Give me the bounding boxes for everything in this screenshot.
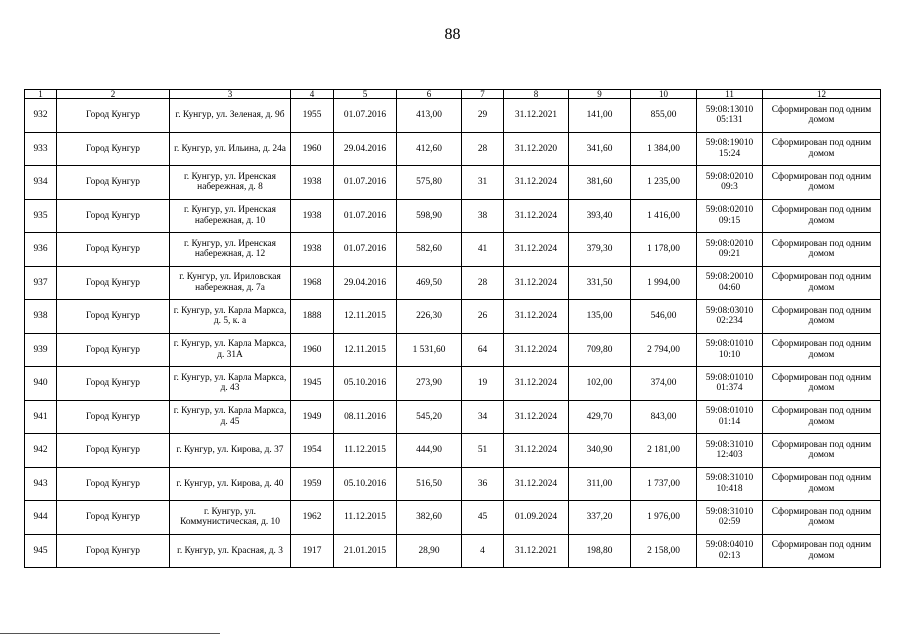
cell-row-number: 935 — [25, 199, 57, 233]
cell-area: 28,90 — [397, 534, 462, 568]
cell-year: 1917 — [291, 534, 334, 568]
table-row — [25, 400, 881, 434]
table-row — [25, 467, 881, 501]
cell-value: 393,40 — [569, 199, 631, 233]
cell-residents: 51 — [462, 434, 504, 468]
column-header: 10 — [631, 90, 697, 99]
cell-row-number: 934 — [25, 166, 57, 200]
column-header: 2 — [57, 90, 170, 99]
cell-value: 135,00 — [569, 300, 631, 334]
cell-row-number: 945 — [25, 534, 57, 568]
cell-value: 340,90 — [569, 434, 631, 468]
cell-residents: 45 — [462, 501, 504, 535]
cell-area: 226,30 — [397, 300, 462, 334]
cell-cadastral-number: 59:08:01010 01:14 — [697, 400, 763, 434]
cell-cadastral-number: 59:08:13010 05:131 — [697, 99, 763, 133]
cell-municipality: Город Кунгур — [57, 367, 170, 401]
cell-status: Сформирован под одним домом — [763, 99, 881, 133]
cell-status: Сформирован под одним домом — [763, 166, 881, 200]
cell-address: г. Кунгур, ул. Карла Маркса, д. 5, к. а — [170, 300, 291, 334]
cell-cadastral-number: 59:08:20010 04:60 — [697, 266, 763, 300]
cell-municipality: Город Кунгур — [57, 99, 170, 133]
column-header: 4 — [291, 90, 334, 99]
cell-area: 273,90 — [397, 367, 462, 401]
cell-status: Сформирован под одним домом — [763, 300, 881, 334]
cell-land-area: 1 994,00 — [631, 266, 697, 300]
cell-year: 1938 — [291, 233, 334, 267]
column-header: 9 — [569, 90, 631, 99]
column-header: 1 — [25, 90, 57, 99]
cell-residents: 31 — [462, 166, 504, 200]
column-header: 7 — [462, 90, 504, 99]
table-row — [25, 333, 881, 367]
cell-deadline: 31.12.2024 — [504, 333, 569, 367]
cell-status: Сформирован под одним домом — [763, 467, 881, 501]
cell-status: Сформирован под одним домом — [763, 367, 881, 401]
cell-residents: 26 — [462, 300, 504, 334]
cell-municipality: Город Кунгур — [57, 501, 170, 535]
cell-area: 582,60 — [397, 233, 462, 267]
cell-cadastral-number: 59:08:31010 12:403 — [697, 434, 763, 468]
cell-cadastral-number: 59:08:31010 02:59 — [697, 501, 763, 535]
cell-year: 1888 — [291, 300, 334, 334]
cell-row-number: 943 — [25, 467, 57, 501]
cell-residents: 64 — [462, 333, 504, 367]
cell-deadline: 31.12.2024 — [504, 300, 569, 334]
housing-registry-table — [24, 89, 881, 568]
cell-municipality: Город Кунгур — [57, 400, 170, 434]
cell-residents: 29 — [462, 99, 504, 133]
cell-area: 516,50 — [397, 467, 462, 501]
table-row — [25, 99, 881, 133]
cell-cadastral-number: 59:08:02010 09:15 — [697, 199, 763, 233]
table-body — [25, 99, 881, 568]
cell-area: 444,90 — [397, 434, 462, 468]
cell-address: г. Кунгур, ул. Кирова, д. 37 — [170, 434, 291, 468]
table-row — [25, 534, 881, 568]
cell-residents: 19 — [462, 367, 504, 401]
cell-area: 1 531,60 — [397, 333, 462, 367]
cell-municipality: Город Кунгур — [57, 333, 170, 367]
cell-area: 575,80 — [397, 166, 462, 200]
cell-date: 05.10.2016 — [334, 467, 397, 501]
cell-value: 141,00 — [569, 99, 631, 133]
cell-area: 598,90 — [397, 199, 462, 233]
cell-address: г. Кунгур, ул. Кирова, д. 40 — [170, 467, 291, 501]
cell-residents: 41 — [462, 233, 504, 267]
cell-municipality: Город Кунгур — [57, 300, 170, 334]
cell-land-area: 855,00 — [631, 99, 697, 133]
column-header: 6 — [397, 90, 462, 99]
cell-date: 11.12.2015 — [334, 434, 397, 468]
cell-deadline: 31.12.2024 — [504, 367, 569, 401]
column-number-row — [25, 90, 881, 99]
cell-year: 1968 — [291, 266, 334, 300]
cell-row-number: 937 — [25, 266, 57, 300]
cell-value: 102,00 — [569, 367, 631, 401]
column-header: 3 — [170, 90, 291, 99]
cell-address: г. Кунгур, ул. Карла Маркса, д. 45 — [170, 400, 291, 434]
cell-residents: 28 — [462, 266, 504, 300]
cell-value: 429,70 — [569, 400, 631, 434]
cell-year: 1960 — [291, 333, 334, 367]
table-row — [25, 501, 881, 535]
table-row — [25, 199, 881, 233]
cell-cadastral-number: 59:08:02010 09:21 — [697, 233, 763, 267]
cell-value: 198,80 — [569, 534, 631, 568]
cell-date: 05.10.2016 — [334, 367, 397, 401]
cell-deadline: 31.12.2024 — [504, 400, 569, 434]
cell-year: 1945 — [291, 367, 334, 401]
cell-municipality: Город Кунгур — [57, 434, 170, 468]
cell-land-area: 2 158,00 — [631, 534, 697, 568]
cell-address: г. Кунгур, ул. Карла Маркса, д. 43 — [170, 367, 291, 401]
cell-area: 413,00 — [397, 99, 462, 133]
cell-year: 1960 — [291, 132, 334, 166]
cell-row-number: 938 — [25, 300, 57, 334]
cell-address: г. Кунгур, ул. Красная, д. 3 — [170, 534, 291, 568]
cell-land-area: 843,00 — [631, 400, 697, 434]
table-row — [25, 266, 881, 300]
cell-cadastral-number: 59:08:02010 09:3 — [697, 166, 763, 200]
cell-row-number: 944 — [25, 501, 57, 535]
cell-deadline: 31.12.2024 — [504, 199, 569, 233]
cell-deadline: 31.12.2021 — [504, 99, 569, 133]
cell-row-number: 942 — [25, 434, 57, 468]
cell-land-area: 546,00 — [631, 300, 697, 334]
cell-area: 469,50 — [397, 266, 462, 300]
cell-status: Сформирован под одним домом — [763, 233, 881, 267]
cell-municipality: Город Кунгур — [57, 233, 170, 267]
cell-address: г. Кунгур, ул. Иренская набережная, д. 12 — [170, 233, 291, 267]
cell-status: Сформирован под одним домом — [763, 132, 881, 166]
cell-municipality: Город Кунгур — [57, 266, 170, 300]
cell-status: Сформирован под одним домом — [763, 266, 881, 300]
cell-value: 337,20 — [569, 501, 631, 535]
cell-address: г. Кунгур, ул. Коммунистическая, д. 10 — [170, 501, 291, 535]
cell-date: 08.11.2016 — [334, 400, 397, 434]
cell-residents: 34 — [462, 400, 504, 434]
cell-date: 29.04.2016 — [334, 132, 397, 166]
cell-deadline: 31.12.2024 — [504, 434, 569, 468]
cell-municipality: Город Кунгур — [57, 467, 170, 501]
table-row — [25, 367, 881, 401]
table-row — [25, 300, 881, 334]
column-header: 12 — [763, 90, 881, 99]
cell-date: 29.04.2016 — [334, 266, 397, 300]
cell-deadline: 31.12.2024 — [504, 266, 569, 300]
cell-value: 311,00 — [569, 467, 631, 501]
cell-land-area: 1 235,00 — [631, 166, 697, 200]
cell-value: 331,50 — [569, 266, 631, 300]
cell-deadline: 31.12.2024 — [504, 233, 569, 267]
cell-cadastral-number: 59:08:04010 02:13 — [697, 534, 763, 568]
table-row — [25, 166, 881, 200]
cell-land-area: 1 384,00 — [631, 132, 697, 166]
cell-date: 01.07.2016 — [334, 166, 397, 200]
cell-year: 1954 — [291, 434, 334, 468]
cell-status: Сформирован под одним домом — [763, 534, 881, 568]
cell-residents: 28 — [462, 132, 504, 166]
cell-year: 1962 — [291, 501, 334, 535]
cell-date: 01.07.2016 — [334, 233, 397, 267]
cell-cadastral-number: 59:08:19010 15:24 — [697, 132, 763, 166]
cell-row-number: 936 — [25, 233, 57, 267]
cell-land-area: 1 178,00 — [631, 233, 697, 267]
cell-land-area: 374,00 — [631, 367, 697, 401]
cell-land-area: 2 794,00 — [631, 333, 697, 367]
cell-status: Сформирован под одним домом — [763, 434, 881, 468]
cell-year: 1959 — [291, 467, 334, 501]
cell-year: 1955 — [291, 99, 334, 133]
cell-cadastral-number: 59:08:03010 02:234 — [697, 300, 763, 334]
cell-area: 412,60 — [397, 132, 462, 166]
cell-status: Сформирован под одним домом — [763, 333, 881, 367]
column-header: 5 — [334, 90, 397, 99]
cell-date: 12.11.2015 — [334, 333, 397, 367]
cell-cadastral-number: 59:08:01010 10:10 — [697, 333, 763, 367]
page-number: 88 — [444, 26, 461, 43]
cell-address: г. Кунгур, ул. Иренская набережная, д. 10 — [170, 199, 291, 233]
column-header: 8 — [504, 90, 569, 99]
table-row — [25, 434, 881, 468]
cell-land-area: 1 416,00 — [631, 199, 697, 233]
cell-residents: 36 — [462, 467, 504, 501]
cell-cadastral-number: 59:08:01010 01:374 — [697, 367, 763, 401]
cell-area: 382,60 — [397, 501, 462, 535]
cell-date: 11.12.2015 — [334, 501, 397, 535]
cell-address: г. Кунгур, ул. Ильина, д. 24а — [170, 132, 291, 166]
cell-cadastral-number: 59:08:31010 10:418 — [697, 467, 763, 501]
cell-address: г. Кунгур, ул. Ириловская набережная, д. 7а — [170, 266, 291, 300]
cell-date: 12.11.2015 — [334, 300, 397, 334]
cell-status: Сформирован под одним домом — [763, 400, 881, 434]
cell-area: 545,20 — [397, 400, 462, 434]
cell-status: Сформирован под одним домом — [763, 199, 881, 233]
cell-date: 21.01.2015 — [334, 534, 397, 568]
cell-address: г. Кунгур, ул. Иренская набережная, д. 8 — [170, 166, 291, 200]
cell-year: 1938 — [291, 166, 334, 200]
table-row — [25, 233, 881, 267]
cell-value: 709,80 — [569, 333, 631, 367]
cell-address: г. Кунгур, ул. Зеленая, д. 9б — [170, 99, 291, 133]
cell-year: 1938 — [291, 199, 334, 233]
cell-deadline: 31.12.2024 — [504, 166, 569, 200]
cell-row-number: 932 — [25, 99, 57, 133]
cell-status: Сформирован под одним домом — [763, 501, 881, 535]
cell-municipality: Город Кунгур — [57, 534, 170, 568]
cell-land-area: 1 976,00 — [631, 501, 697, 535]
cell-date: 01.07.2016 — [334, 199, 397, 233]
page-footer-rule — [0, 633, 220, 634]
cell-land-area: 2 181,00 — [631, 434, 697, 468]
cell-residents: 4 — [462, 534, 504, 568]
cell-deadline: 31.12.2024 — [504, 467, 569, 501]
cell-deadline: 31.12.2020 — [504, 132, 569, 166]
cell-municipality: Город Кунгур — [57, 132, 170, 166]
cell-row-number: 941 — [25, 400, 57, 434]
cell-municipality: Город Кунгур — [57, 166, 170, 200]
cell-municipality: Город Кунгур — [57, 199, 170, 233]
cell-row-number: 933 — [25, 132, 57, 166]
cell-address: г. Кунгур, ул. Карла Маркса, д. 31А — [170, 333, 291, 367]
cell-date: 01.07.2016 — [334, 99, 397, 133]
cell-deadline: 31.12.2021 — [504, 534, 569, 568]
cell-deadline: 01.09.2024 — [504, 501, 569, 535]
cell-value: 381,60 — [569, 166, 631, 200]
cell-value: 379,30 — [569, 233, 631, 267]
cell-residents: 38 — [462, 199, 504, 233]
cell-row-number: 940 — [25, 367, 57, 401]
table-row — [25, 132, 881, 166]
cell-land-area: 1 737,00 — [631, 467, 697, 501]
cell-row-number: 939 — [25, 333, 57, 367]
cell-year: 1949 — [291, 400, 334, 434]
column-header: 11 — [697, 90, 763, 99]
cell-value: 341,60 — [569, 132, 631, 166]
